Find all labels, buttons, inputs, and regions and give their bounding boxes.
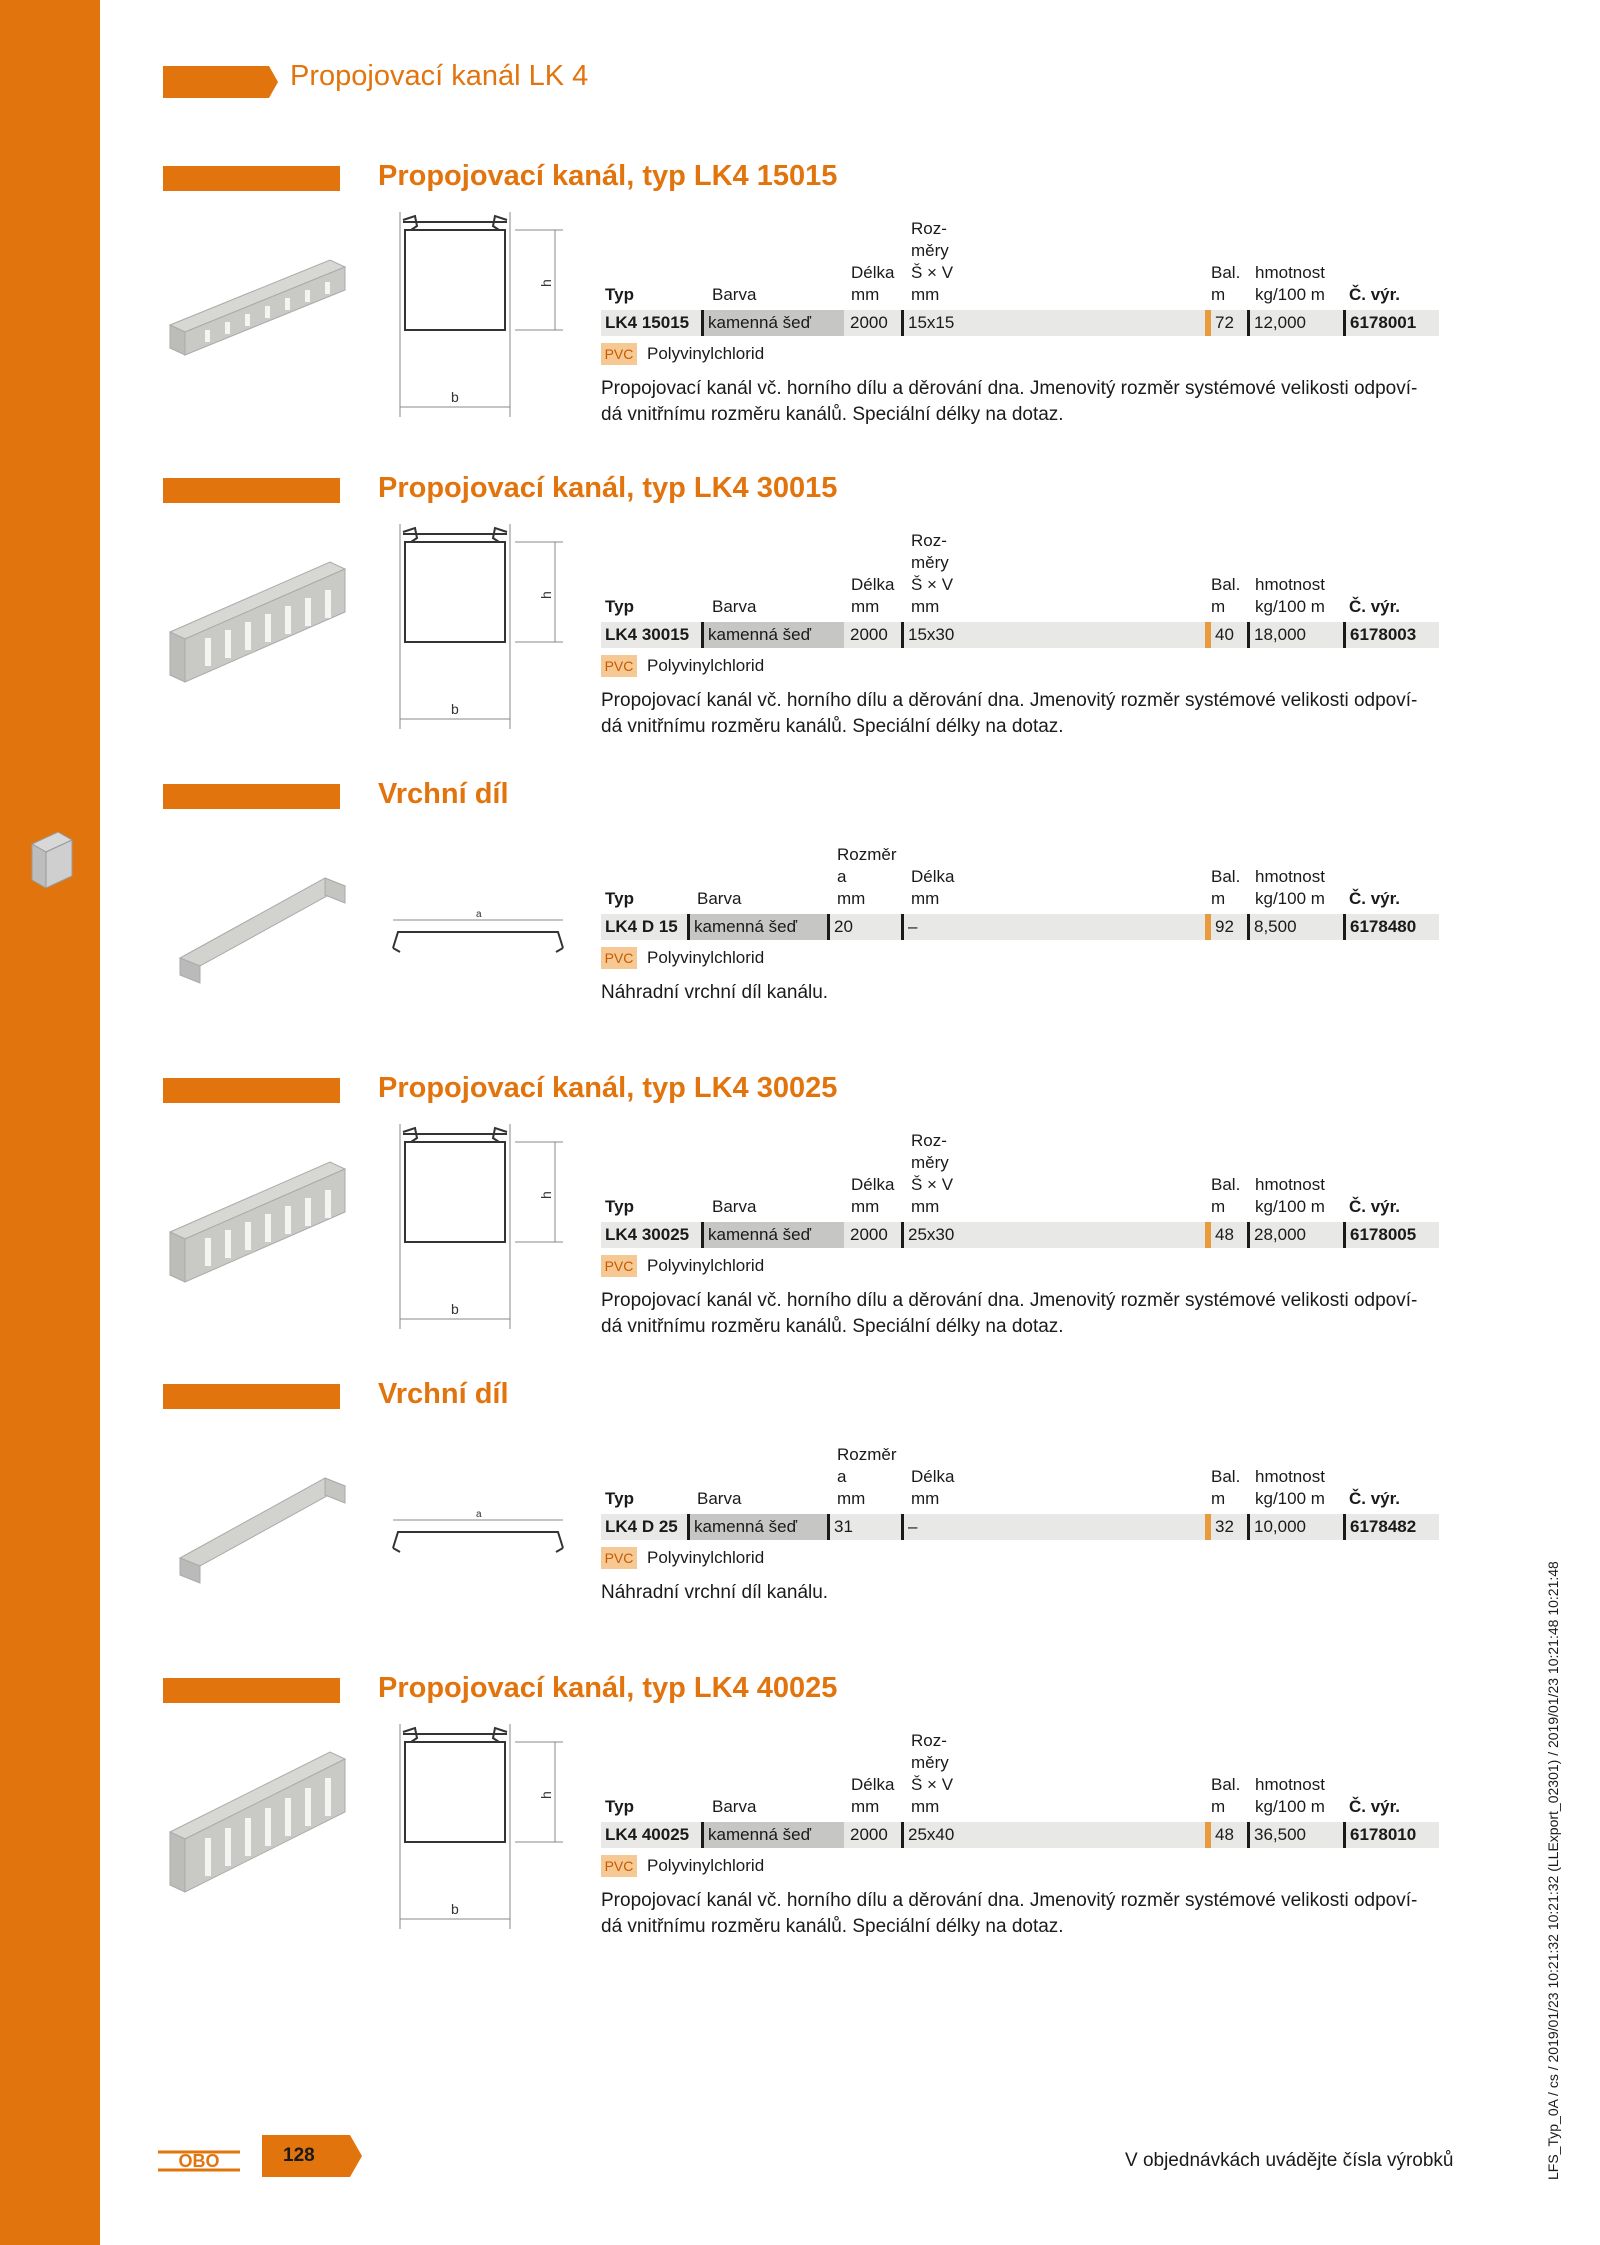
pvc-badge: PVC: [601, 655, 637, 677]
channel-cross-section-drawing: [395, 1124, 575, 1329]
product-description: Náhradní vrchní díl kanálu.: [601, 1582, 829, 1603]
section-title: Propojovací kanál, typ LK4 40025: [378, 1672, 838, 1704]
side-section-label: Propojovací kanál VK: [38, 666, 54, 800]
channel-product-photo: [160, 250, 350, 360]
table-row: LK4 15015 kamenná šeď 2000 15x15 72 12,000 6178001: [601, 310, 1439, 336]
section-title: Propojovací kanál, typ LK4 15015: [378, 160, 838, 192]
table-row: LK4 30015 kamenná šeď 2000 15x30 40 18,000 6178003: [601, 622, 1439, 648]
svg-text:OBO: OBO: [178, 2151, 220, 2171]
table-row: LK4 40025 kamenná šeď 2000 25x40 48 36,500 6178010: [601, 1822, 1439, 1848]
svg-text:b: b: [451, 1301, 459, 1317]
svg-text:b: b: [451, 1901, 459, 1917]
footer-note: V objednávkách uvádějte čísla výrobků: [1125, 2150, 1454, 2171]
cover-cross-section-drawing: [388, 1508, 568, 1568]
product-description: Propojovací kanál vč. horního dílu a děrování dna. Jmenovitý rozměr systémové velikosti odpoví- dá vnitřnímu rozměru kanálů. Speciální délky na dotaz.: [601, 1890, 1418, 1937]
svg-text:b: b: [451, 701, 459, 717]
pvc-badge: PVC: [601, 343, 637, 365]
table-row: LK4 D 25 kamenná šeď 31 – 32 10,000 6178482: [601, 1514, 1439, 1540]
section-title: Vrchní díl: [378, 1378, 509, 1410]
svg-text:a: a: [476, 1509, 482, 1520]
channel-product-photo: [160, 552, 350, 692]
print-meta-vertical: LFS_Typ_0A / cs / 2019/01/23 10:21:32 10:21:32 (LLExport_02301) / 2019/01/23 10:21:48 10:21:48: [1545, 1561, 1561, 2180]
section-title: Propojovací kanál, typ LK4 30025: [378, 1072, 838, 1104]
svg-text:h: h: [538, 1791, 554, 1799]
channel-cross-section-drawing: [395, 524, 575, 729]
header-tab-shape: [163, 66, 278, 98]
section-bar: [163, 784, 340, 809]
svg-text:h: h: [538, 279, 554, 287]
cover-product-photo: [175, 868, 350, 998]
left-sidebar-band: [0, 0, 100, 2245]
pvc-badge: PVC: [601, 947, 637, 969]
product-description: Náhradní vrchní díl kanálu.: [601, 982, 829, 1003]
svg-text:a: a: [476, 909, 482, 920]
section-bar: [163, 166, 340, 191]
section-bar: [163, 1078, 340, 1103]
table-row: LK4 30025 kamenná šeď 2000 25x30 48 28,000 6178005: [601, 1222, 1439, 1248]
channel-thumbnail-icon: [28, 830, 76, 892]
svg-text:h: h: [538, 1191, 554, 1199]
section-bar: [163, 478, 340, 503]
channel-cross-section-drawing: [395, 212, 575, 417]
pvc-badge: PVC: [601, 1255, 637, 1277]
product-description: Propojovací kanál vč. horního dílu a děrování dna. Jmenovitý rozměr systémové velikosti odpoví- dá vnitřnímu rozměru kanálů. Speciální délky na dotaz.: [601, 1290, 1418, 1337]
obo-logo: [158, 2150, 240, 2172]
section-title: Propojovací kanál, typ LK4 30015: [378, 472, 838, 504]
section-bar: [163, 1678, 340, 1703]
svg-text:b: b: [451, 389, 459, 405]
channel-product-photo: [160, 1742, 350, 1902]
product-description: Propojovací kanál vč. horního dílu a děrování dna. Jmenovitý rozměr systémové velikosti odpoví- dá vnitřnímu rozměru kanálů. Speciální délky na dotaz.: [601, 378, 1418, 425]
page-title: Propojovací kanál LK 4: [290, 60, 589, 92]
cover-product-photo: [175, 1468, 350, 1598]
channel-product-photo: [160, 1152, 350, 1292]
pvc-badge: PVC: [601, 1547, 637, 1569]
svg-text:h: h: [538, 591, 554, 599]
section-title: Vrchní díl: [378, 778, 509, 810]
page-number: 128: [283, 2145, 315, 2166]
cover-cross-section-drawing: [388, 908, 568, 968]
channel-cross-section-drawing: [395, 1724, 575, 1929]
pvc-badge: PVC: [601, 1855, 637, 1877]
section-bar: [163, 1384, 340, 1409]
product-description: Propojovací kanál vč. horního dílu a děrování dna. Jmenovitý rozměr systémové velikosti odpoví- dá vnitřnímu rozměru kanálů. Speciální délky na dotaz.: [601, 690, 1418, 737]
table-row: LK4 D 15 kamenná šeď 20 – 92 8,500 6178480: [601, 914, 1439, 940]
